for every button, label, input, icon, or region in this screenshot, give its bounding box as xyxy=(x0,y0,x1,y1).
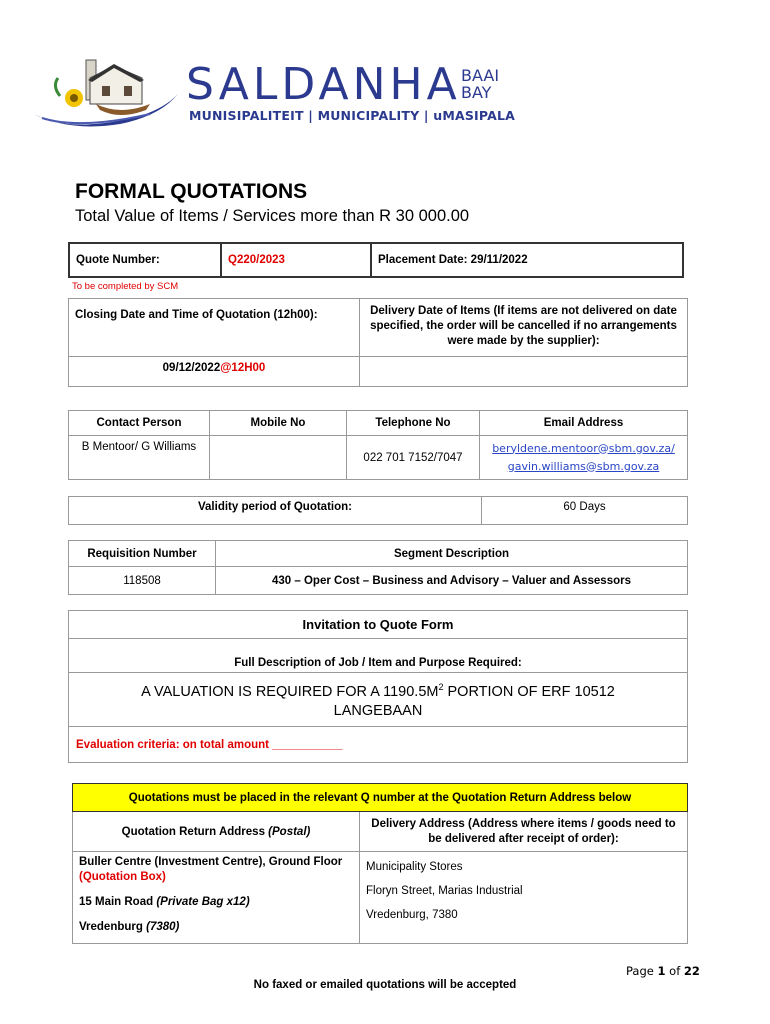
closing-date-label: Closing Date and Time of Quotation (12h00): xyxy=(69,299,360,357)
postal-line1-text: Buller Centre (Investment Centre), Ground Floor xyxy=(79,856,343,868)
delivery-address-header: Delivery Address (Address where items / goods need to be delivered after receipt of order): xyxy=(360,812,688,852)
logo-bay: BAY xyxy=(461,83,492,102)
job-description xyxy=(69,673,688,727)
logo-wordmark: SALDANHA xyxy=(186,59,461,110)
requisition-table xyxy=(68,540,688,595)
private-bag: (Private Bag x12) xyxy=(156,896,250,908)
invitation-table xyxy=(68,610,688,763)
postal-code: (7380) xyxy=(146,921,180,933)
postal-line3-text: Vredenburg xyxy=(79,921,147,933)
postal-address-line3 xyxy=(79,920,353,935)
validity-value: 60 Days xyxy=(482,497,688,525)
contact-person: B Mentoor/ G Williams xyxy=(69,436,210,480)
page-mid: of xyxy=(665,964,684,978)
evaluation-criteria: Evaluation criteria: on total amount ___________ xyxy=(69,727,688,763)
postal-address-line1 xyxy=(79,855,353,885)
validity-table xyxy=(68,496,688,525)
requisition-number: 118508 xyxy=(69,567,216,595)
postal-address xyxy=(73,852,360,944)
footer-note: No faxed or emailed quotations will be accepted xyxy=(253,979,517,991)
page-total: 22 xyxy=(683,964,700,978)
closing-date-table xyxy=(68,298,688,387)
scm-note: To be completed by SCM xyxy=(72,281,179,292)
contact-mobile xyxy=(210,436,347,480)
contact-header-email: Email Address xyxy=(480,411,688,436)
delivery-address xyxy=(360,852,688,944)
return-banner: Quotations must be placed in the relevant Q number at the Quotation Return Address below xyxy=(73,784,688,812)
full-description-label: Full Description of Job / Item and Purpose Required: xyxy=(69,639,688,673)
page-num: 1 xyxy=(657,964,666,978)
contact-email xyxy=(480,436,688,480)
postal-line2-text: 15 Main Road xyxy=(79,896,157,908)
closing-time: @12H00 xyxy=(220,362,266,374)
postal-label: Quotation Return Address xyxy=(121,825,269,838)
invitation-title: Invitation to Quote Form xyxy=(69,611,688,639)
quote-number-table xyxy=(68,242,684,278)
validity-label: Validity period of Quotation: xyxy=(69,497,482,525)
page-number xyxy=(626,964,700,978)
contact-header-mobile: Mobile No xyxy=(210,411,347,436)
quote-number-label: Quote Number: xyxy=(69,243,221,277)
delivery-line2: Floryn Street, Marias Industrial xyxy=(366,885,523,897)
municipality-logo xyxy=(30,56,180,128)
delivery-line1: Municipality Stores xyxy=(366,861,463,873)
email-link-mentoor[interactable]: beryldene.mentoor@sbm.gov.za/ xyxy=(492,441,675,455)
requisition-header-number: Requisition Number xyxy=(69,541,216,567)
return-address-table xyxy=(72,783,688,944)
closing-date: 09/12/2022 xyxy=(162,362,221,374)
delivery-date-note: Delivery Date of Items (If items are not delivered on date specified, the order will be cancelled if no arrangements were made by the supplier): xyxy=(360,299,688,357)
placement-date: Placement Date: 29/11/2022 xyxy=(371,243,683,277)
email-link-williams[interactable]: gavin.williams@sbm.gov.za xyxy=(507,459,660,473)
requisition-header-segment: Segment Description xyxy=(216,541,688,567)
contact-telephone: 022 701 7152/7047 xyxy=(347,436,480,480)
quote-number-value: Q220/2023 xyxy=(221,243,371,277)
job-description-sup: 2 xyxy=(438,682,444,693)
closing-date-value xyxy=(69,357,360,387)
logo-baai: BAAI xyxy=(461,66,500,85)
page-subtitle: Total Value of Items / Services more than R 30 000.00 xyxy=(75,207,470,225)
delivery-date-value xyxy=(360,357,688,387)
quotation-box: (Quotation Box) xyxy=(79,871,166,883)
segment-description: 430 – Oper Cost – Business and Advisory – Valuer and Assessors xyxy=(216,567,688,595)
logo-subtitle: MUNISIPALITEIT | MUNICIPALITY | uMASIPALA xyxy=(189,108,516,123)
contact-header-person: Contact Person xyxy=(69,411,210,436)
postal-address-header xyxy=(73,812,360,852)
page-pre: Page xyxy=(626,964,658,978)
logo-baai-bay xyxy=(461,67,499,101)
job-description-line1: A VALUATION IS REQUIRED FOR A 1190.5M xyxy=(141,683,439,700)
delivery-line3: Vredenburg, 7380 xyxy=(366,909,458,921)
page-title: FORMAL QUOTATIONS xyxy=(75,180,308,203)
job-description-line2: LANGEBAAN xyxy=(333,702,423,719)
contact-header-telephone: Telephone No xyxy=(347,411,480,436)
job-description-line1-post: PORTION OF ERF 10512 xyxy=(443,683,615,700)
postal-em: (Postal) xyxy=(268,825,311,838)
contact-table xyxy=(68,410,688,480)
postal-address-line2 xyxy=(79,895,353,910)
